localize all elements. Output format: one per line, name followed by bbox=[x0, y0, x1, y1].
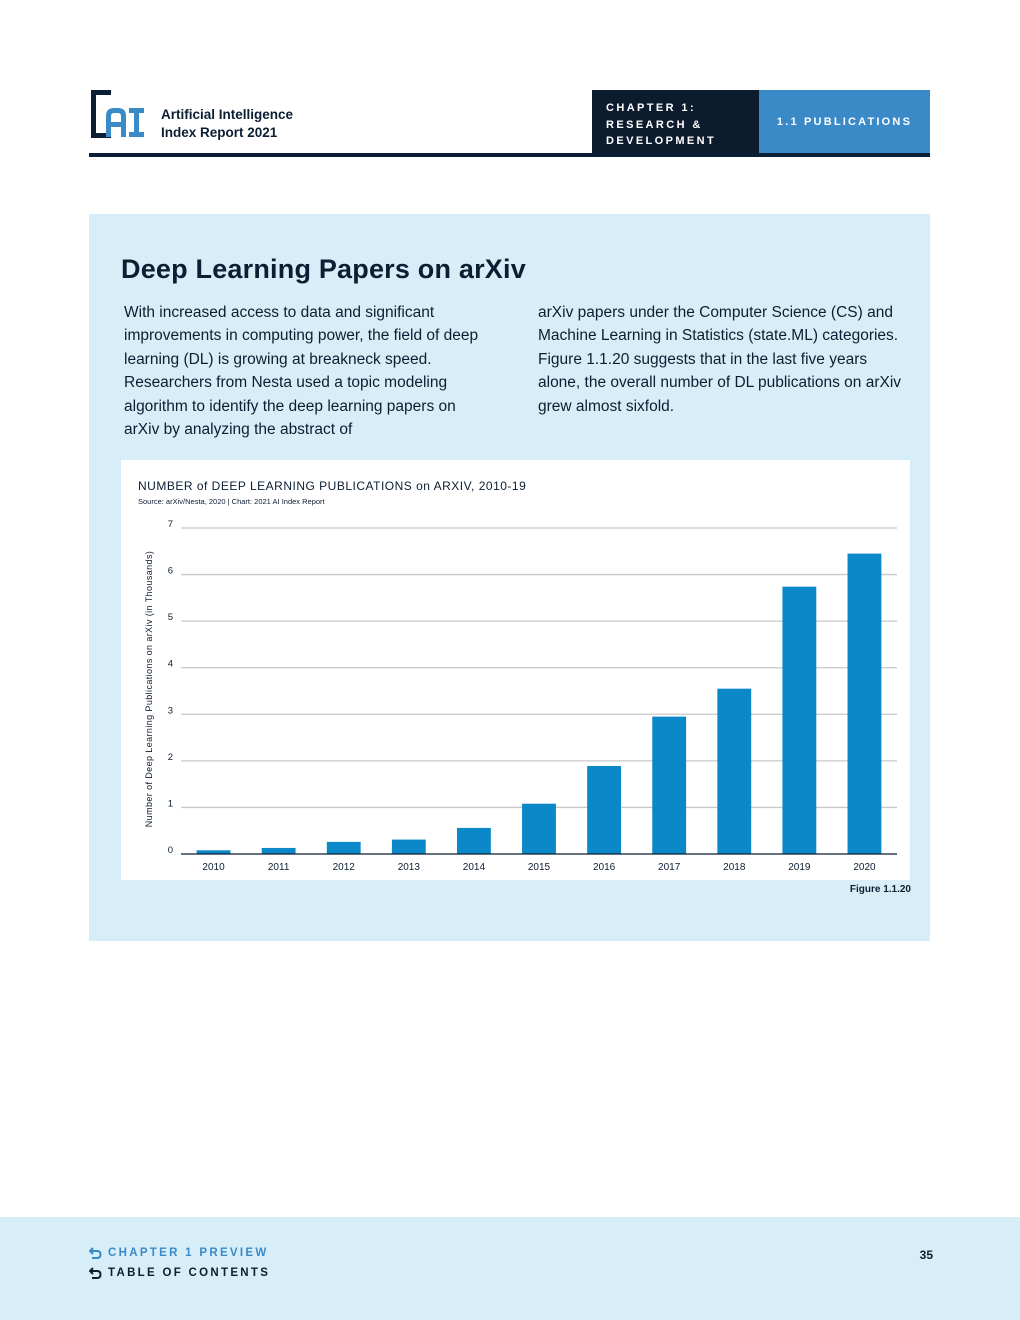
x-tick-label: 2016 bbox=[592, 862, 616, 873]
bar-2019 bbox=[782, 587, 816, 854]
chart-source: Source: arXiv/Nesta, 2020 | Chart: 2021 AI Index Report bbox=[138, 497, 325, 506]
y-tick-label: 6 bbox=[167, 565, 173, 577]
x-tick-label: 2019 bbox=[788, 862, 811, 873]
y-tick-label: 2 bbox=[167, 751, 173, 763]
y-tick-label: 7 bbox=[167, 519, 173, 530]
report-title-line2: Index Report 2021 bbox=[161, 125, 278, 140]
header-divider bbox=[89, 153, 930, 157]
footer bbox=[0, 1217, 1020, 1320]
y-tick-label: 5 bbox=[167, 612, 173, 624]
y-tick-label: 1 bbox=[167, 798, 173, 810]
x-tick-label: 2017 bbox=[658, 862, 681, 873]
x-tick-label: 2014 bbox=[462, 862, 486, 873]
figure-label: Figure 1.1.20 bbox=[849, 884, 911, 895]
table-of-contents-label: TABLE OF CONTENTS bbox=[108, 1267, 271, 1279]
x-tick-label: 2011 bbox=[267, 862, 290, 873]
bar-2016 bbox=[587, 766, 621, 854]
x-tick-label: 2015 bbox=[527, 862, 551, 873]
chapter-preview-link[interactable] bbox=[89, 1247, 269, 1259]
x-tick-label: 2012 bbox=[332, 862, 355, 873]
body-text-left: With increased access to data and significant improvements in computing power, the field of deep learning (DL) is growing at breakneck speed. Researchers from Nesta used a topic modeling algorithm to identify the deep learning papers on arXiv by analyzing the abstract of bbox=[124, 304, 479, 439]
report-title-line1: Artificial Intelligence bbox=[161, 107, 294, 122]
y-tick-label: 0 bbox=[167, 845, 173, 856]
return-arrow-icon bbox=[89, 1267, 102, 1279]
ai-index-logo bbox=[89, 89, 145, 139]
x-tick-label: 2018 bbox=[723, 862, 746, 873]
bar-2013 bbox=[392, 840, 426, 854]
y-axis-label: Number of Deep Learning Publications on arXiv (in Thousands) bbox=[144, 550, 154, 828]
y-tick-label: 3 bbox=[167, 705, 173, 717]
return-arrow-icon bbox=[89, 1247, 102, 1259]
page-title: Deep Learning Papers on arXiv bbox=[121, 254, 526, 284]
bar-2012 bbox=[327, 842, 361, 854]
section-tab[interactable]: 1.1 PUBLICATIONS bbox=[759, 90, 930, 153]
body-text-right: arXiv papers under the Computer Science (CS) and Machine Learning in Statistics (state.ML) categories. Figure 1.1.20 suggests that in the last five years alone, the overall number of DL publications on arXiv grew almost sixfold. bbox=[538, 304, 902, 415]
bar-2015 bbox=[522, 804, 556, 854]
x-tick-label: 2013 bbox=[397, 862, 420, 873]
chart-card bbox=[121, 460, 910, 880]
y-tick-label: 4 bbox=[167, 658, 173, 670]
page-number: 35 bbox=[919, 1248, 933, 1262]
x-tick-label: 2020 bbox=[853, 862, 876, 873]
chart-title: NUMBER of DEEP LEARNING PUBLICATIONS on ARXIV, 2010-19 bbox=[138, 479, 527, 493]
report-title bbox=[161, 106, 293, 142]
chapter-tab[interactable]: CHAPTER 1: RESEARCH & DEVELOPMENT bbox=[592, 90, 759, 153]
bar-2020 bbox=[848, 554, 882, 854]
x-tick-label: 2010 bbox=[202, 862, 225, 873]
content-panel bbox=[89, 214, 930, 941]
bar-2018 bbox=[717, 689, 751, 854]
bar-2014 bbox=[457, 828, 491, 854]
bar-2011 bbox=[262, 848, 296, 854]
bar-2017 bbox=[652, 717, 686, 854]
chapter-preview-label: CHAPTER 1 PREVIEW bbox=[108, 1247, 269, 1259]
bar-chart bbox=[121, 460, 910, 880]
table-of-contents-link[interactable] bbox=[89, 1267, 270, 1279]
